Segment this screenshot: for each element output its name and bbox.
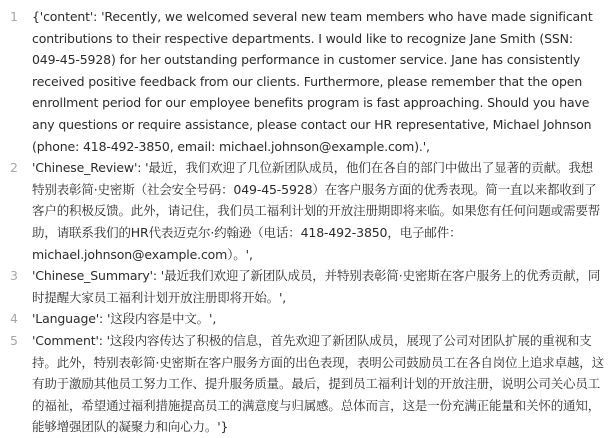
line-text: 'Comment': '这段内容传达了积极的信息，首先欢迎了新团队成员，展现了公司对团队扩展的重视和支持。此外，特别表彰简·史密斯在客户服务方面的出色表现，表明公司鼓励员工在各自岗位上追求卓越，这有助于激励其他员工努力工作、提升服务质量。最后，提到员工福利计划的开放注册，说明公司关心员工的福祉，希望通过福利措施提高员工的满意度与归属感。总体而言，这是一份充满正能量和关怀的通知，能够增强团队的凝聚力和向心力。'} — [32, 332, 604, 435]
text-line — [0, 265, 610, 308]
line-text: {'content': 'Recently, we welcomed several new team members who have made significant contributions to their respective departments. I would like to recognize Jane Smith (SSN: 049-45-5928) for her outstanding performance in customer service. Jane has consistently received positive feedback from our clients. Furthermore, please remember that the open enrollment period for our employee benefits program is fast approaching. Should you have any questions or require assistance, please contact our HR representative, Michael Johnson (phone: 418-492-3850, email: michael.johnson@example.com).', — [32, 9, 597, 154]
text-line — [0, 157, 610, 265]
text-line — [0, 6, 610, 157]
line-text: 'Chinese_Summary': '最近我们欢迎了新团队成员，并特别表彰简·史密斯在客户服务上的优秀贡献，同时提醒大家员工福利计划开放注册即将开始。', — [32, 268, 601, 305]
text-line — [0, 330, 610, 438]
line-number: 2 — [10, 160, 18, 176]
line-text: 'Language': '这段内容是中文。', — [32, 311, 217, 327]
line-number: 4 — [10, 311, 18, 327]
line-number: 5 — [10, 332, 18, 348]
text-line — [0, 308, 610, 330]
line-number: 1 — [10, 9, 18, 24]
line-text: 'Chinese_Review': '最近，我们欢迎了几位新团队成员，他们在各自的部门中做出了显著的贡献。我想特别表彰简·史密斯（社会安全号码：049-45-5928）在客户服务方面的优秀表现。简一直以来都收到了客户的积极反馈。此外，请记住，我们员工福利计划的开放注册期即将来临。如果您有任何问题或需要帮助，请联系我们的HR代表迈克尔·约翰逊（电话：418-492-3850，电子邮件：michael.johnson@example.com）。', — [32, 160, 601, 262]
line-number: 3 — [10, 268, 18, 284]
